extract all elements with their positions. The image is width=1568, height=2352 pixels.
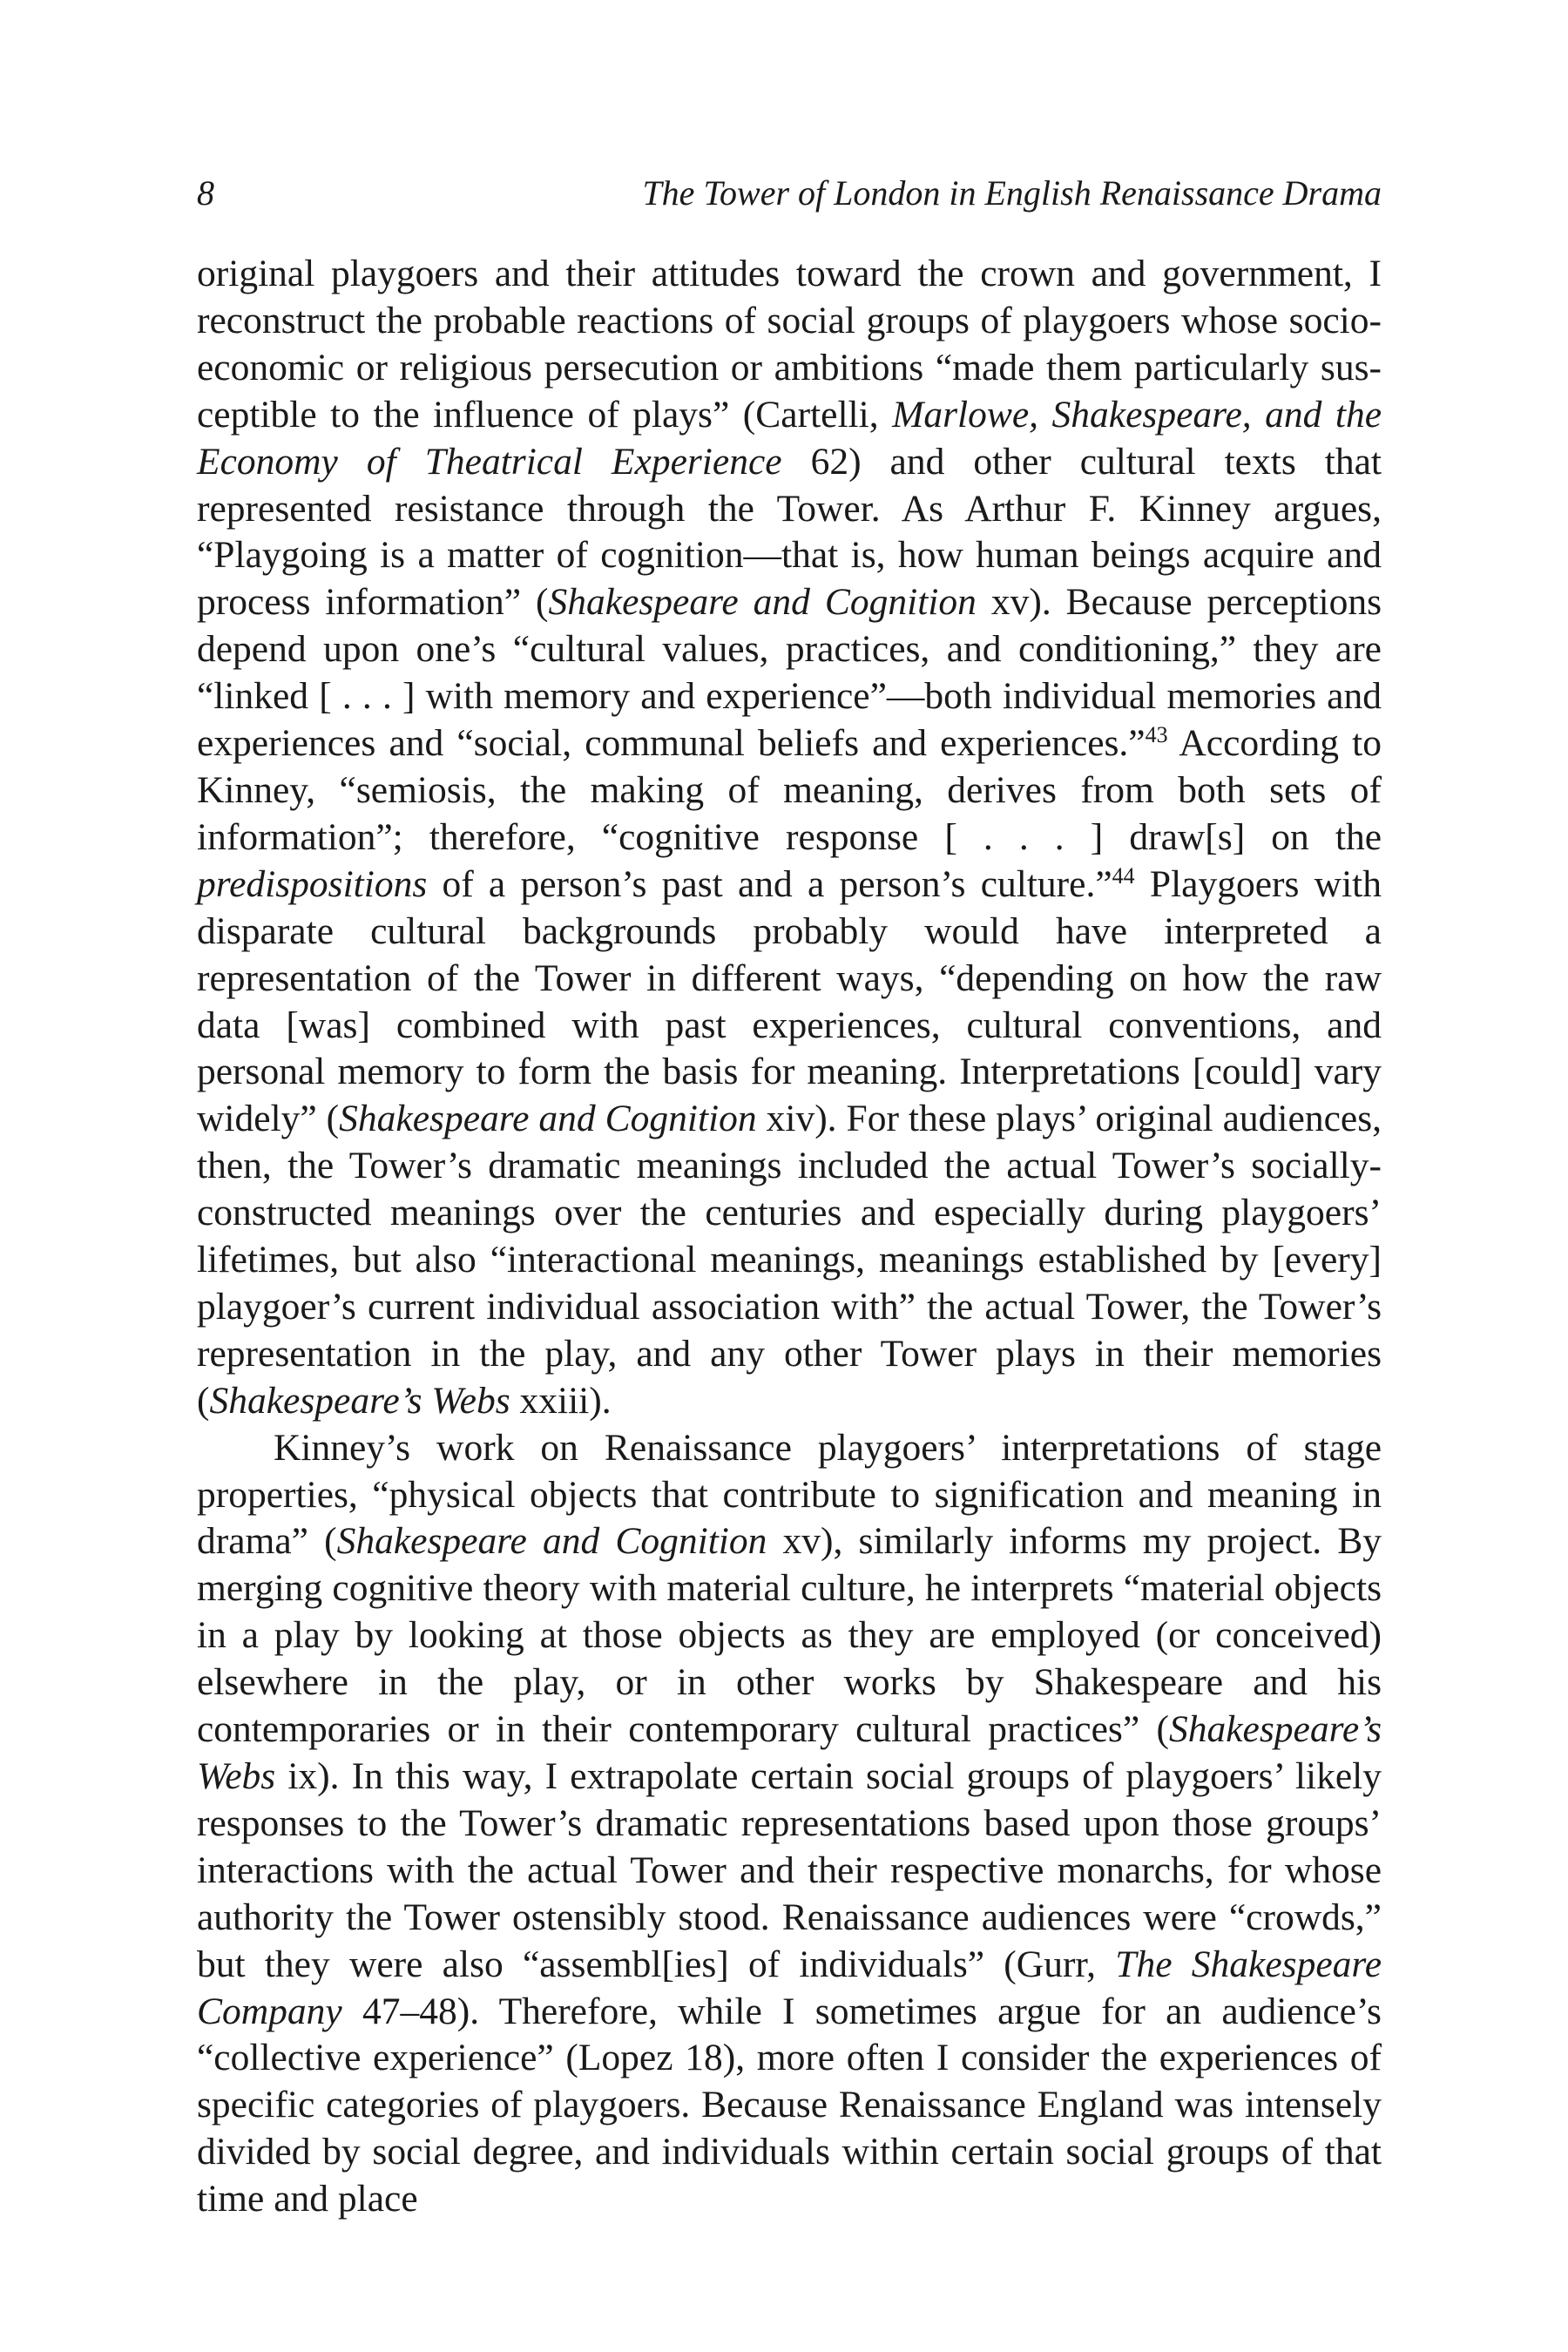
text-run: original playgoers and their attitudes toward the crown and government, I reconstruct the probable reactions of social groups of playgoers whose socioeconomic or religious persecution or ambitions “made them particularly susceptible to the influence of plays” (Cartelli, [197, 253, 1382, 436]
paragraph-2 [197, 1425, 1382, 2223]
text-run: 62) and other cultural texts that represented resistance through the Tower. As Arthur F. Kinney argues, “Playgoing is a matter of cognition—that is, how human beings acquire and process information” ( [197, 440, 1382, 624]
text-run: ix). In this way, I extrapolate certain social groups of playgoers’ likely responses to the Tower’s dramatic representations based upon those groups’ interactions with the actual Tower and their respective monarchs, for whose authority the Tower ostensibly stood. Renaissance audiences were “crowds,” but they were also “assembl[ies] of individuals” (Gurr, [197, 1755, 1382, 1985]
running-header [197, 171, 1382, 216]
text-run: 47–48). Therefore, while I sometimes argue for an audience’s “collective experience” (Lopez 18), more often I consider the experiences of specific categories of playgoers. Because Renaissance England was intensely divided by social degree, and individuals within certain social groups of that time and place [197, 1990, 1382, 2220]
title-citation: Shakespeare’s Webs [209, 1379, 510, 1422]
text-run: xiv). For these plays’ original audiences, then, the Tower’s dramatic meanings included the actual Tower’s socially-constructed meanings over the centuries and especially during playgoers’ lifetimes, but also “interactional meanings, meanings established by [every] playgoer’s current individual association with” the actual Tower, the Tower’s representation in the play, and any other Tower plays in their memories ( [197, 1098, 1382, 1422]
title-citation: Shakespeare and Cognition [336, 1520, 767, 1563]
text-run: According to Kinney, “semiosis, the making of meaning, derives from both sets of information”; therefore, “cognitive response [ . . . ] draw[s] on the [197, 722, 1382, 858]
text-run: Kinney’s work on Renaissance playgoers’ interpretations of stage properties, “physical objects that contribute to signification and meaning in drama” ( [197, 1426, 1382, 1563]
title-citation: The Shakespeare Company [197, 1943, 1382, 2032]
title-citation: Marlowe, Shakespeare, and the Economy of Theatrical Experience [197, 393, 1382, 483]
text-run: of a person’s past and a person’s culture.” [427, 862, 1112, 905]
running-title: The Tower of London in English Renaissance Drama [642, 173, 1382, 213]
text-run: xv). Because perceptions depend upon one’s “cultural values, practices, and conditioning,” they are “linked [ . . . ] with memory and experience”—both individual memories and experiences and “social, communal beliefs and experiences.” [197, 581, 1382, 765]
text-run: xv), similarly informs my project. By merging cognitive theory with material culture, he interprets “material objects in a play by looking at those objects as they are employed (or conceived) elsewhere in the play, or in other works by Shakespeare and his contemporaries or in their contemporary cultural practices” ( [197, 1520, 1382, 1751]
text-run: xxiii). [510, 1379, 612, 1422]
title-citation: Shakespeare and Cognition [548, 581, 977, 624]
title-citation: Shakespeare’s Webs [197, 1708, 1382, 1797]
emphasis: predispositions [197, 862, 428, 905]
text-run: Playgoers with disparate cultural backgrounds probably would have interpreted a representation of the Tower in different ways, “depending on how the raw data [was] combined with past experiences, cultural conventions, and personal memory to form the basis for meaning. Interpretations [could] vary widely” ( [197, 862, 1382, 1140]
footnote-marker: 44 [1112, 862, 1135, 889]
body-text [197, 251, 1382, 2223]
paragraph-1 [197, 251, 1382, 1425]
title-citation: Shakespeare and Cognition [339, 1098, 757, 1140]
page-number: 8 [197, 173, 214, 213]
footnote-marker: 43 [1145, 722, 1168, 748]
